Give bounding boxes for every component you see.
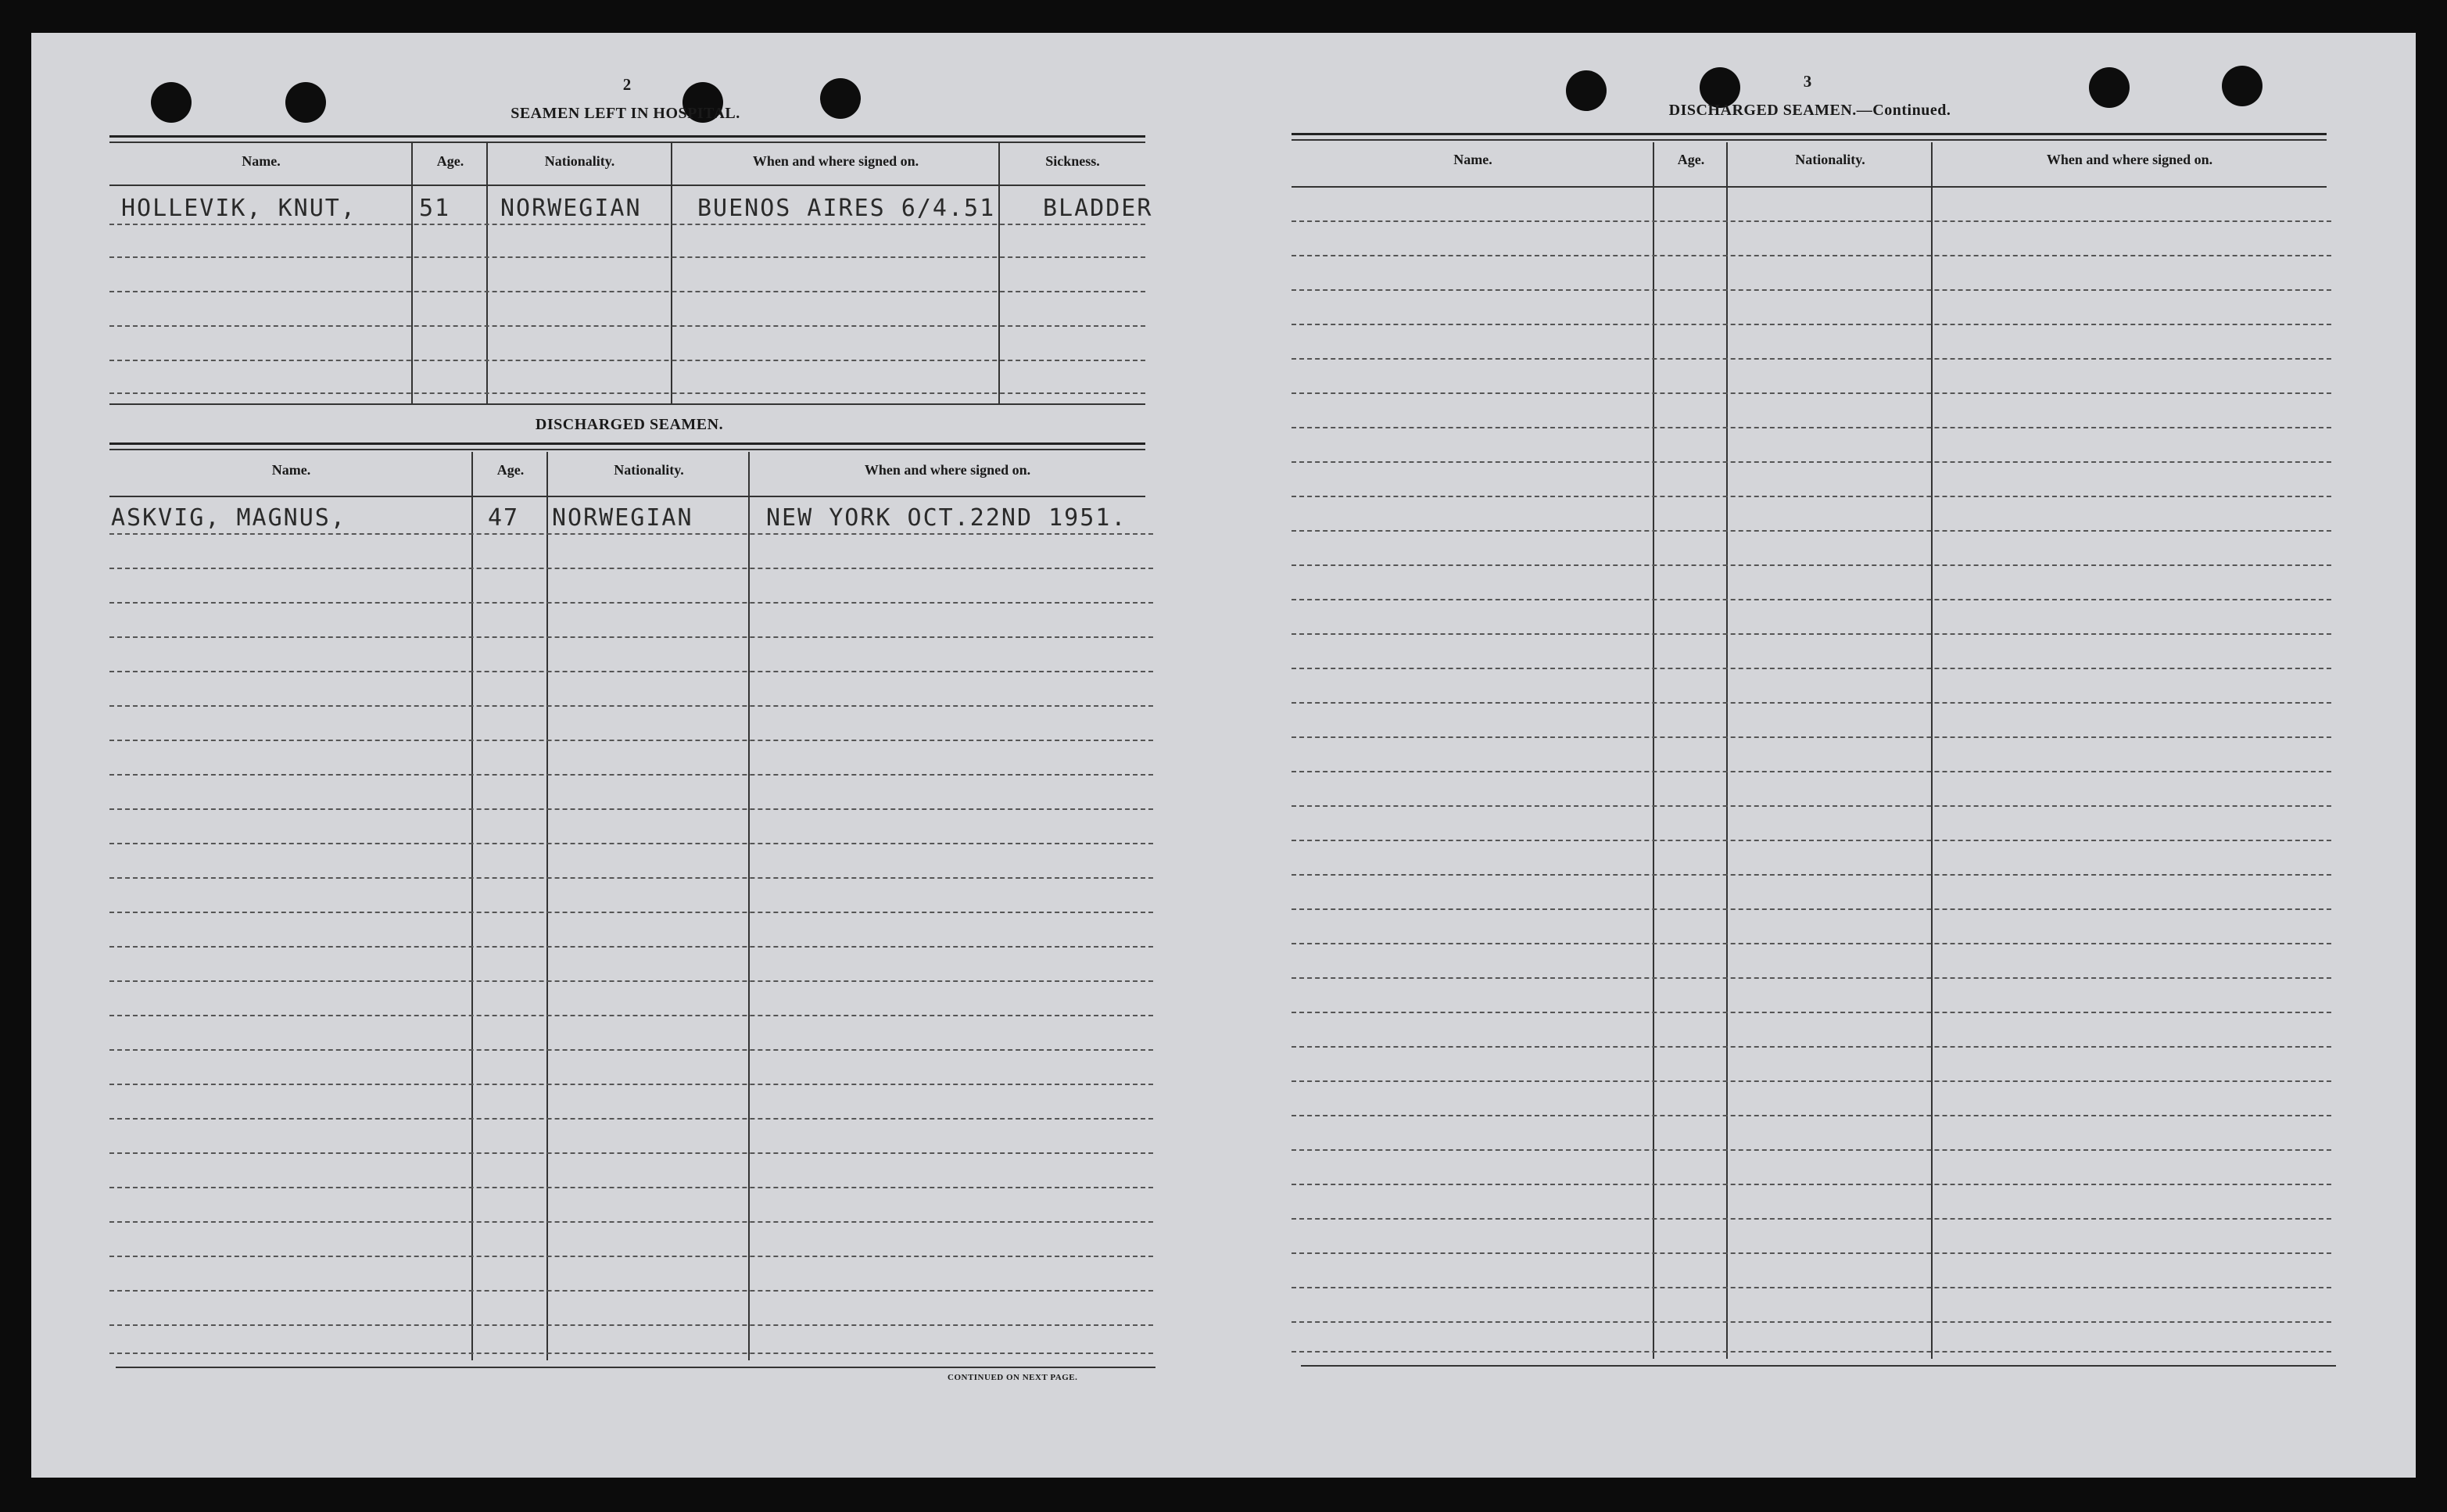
page-number: 3 — [1803, 72, 1812, 91]
discharged-section-title: DISCHARGED SEAMEN. — [535, 416, 724, 433]
page-number: 2 — [622, 75, 632, 94]
punch-hole — [2089, 67, 2130, 108]
entry-line — [109, 325, 1145, 327]
signed-on-place-date: NEW YORK OCT.22ND 1951. — [766, 504, 1127, 532]
column-line — [998, 143, 1000, 403]
entry-line — [109, 946, 1153, 948]
entry-line — [109, 1118, 1153, 1120]
entry-line — [1292, 874, 2331, 876]
entry-line — [1292, 1252, 2331, 1254]
entry-line — [109, 843, 1153, 844]
punch-hole — [2222, 66, 2262, 106]
entry-line — [1292, 427, 2331, 428]
entry-line — [1292, 1046, 2331, 1048]
entry-line — [1292, 736, 2331, 738]
entry-line — [1292, 564, 2331, 566]
divider — [1301, 1365, 2336, 1367]
column-header-age: Age. — [1677, 152, 1705, 167]
entry-line — [109, 291, 1145, 292]
entry-line — [1292, 1012, 2331, 1013]
column-line — [748, 452, 750, 1360]
divider — [116, 1367, 1155, 1368]
divider — [109, 185, 1145, 186]
entry-line — [1292, 943, 2331, 944]
column-header-signed-on: When and where signed on. — [2046, 152, 2213, 167]
divider — [1292, 133, 2327, 135]
entry-line — [109, 1353, 1153, 1354]
punch-hole — [1566, 70, 1607, 111]
sickness: BLADDER — [1043, 195, 1153, 222]
column-header-name: Name. — [242, 153, 281, 169]
entry-line — [109, 1221, 1153, 1223]
ledger-sheet — [31, 33, 2416, 1478]
entry-line — [109, 1256, 1153, 1257]
seaman-age: 51 — [419, 195, 451, 222]
entry-line — [1292, 702, 2331, 704]
entry-line — [109, 568, 1153, 569]
entry-line — [1292, 530, 2331, 532]
divider — [1292, 186, 2327, 188]
seaman-name: HOLLEVIK, KNUT, — [121, 195, 356, 222]
column-line — [471, 452, 473, 1360]
punch-hole — [151, 82, 192, 123]
entry-line — [1292, 668, 2331, 669]
entry-line — [109, 392, 1145, 394]
entry-line — [109, 533, 1153, 535]
seaman-age: 47 — [488, 504, 520, 532]
punch-hole — [285, 82, 326, 123]
entry-line — [109, 360, 1145, 361]
entry-line — [1292, 324, 2331, 325]
column-header-signed-on: When and where signed on. — [864, 462, 1031, 478]
entry-line — [1292, 255, 2331, 256]
entry-line — [109, 1187, 1153, 1188]
entry-line — [1292, 496, 2331, 497]
column-header-age: Age. — [496, 462, 525, 478]
entry-line — [109, 256, 1145, 258]
divider — [1292, 139, 2327, 141]
entry-line — [1292, 771, 2331, 772]
entry-line — [109, 1084, 1153, 1085]
entry-line — [109, 877, 1153, 879]
entry-line — [1292, 289, 2331, 291]
entry-line — [109, 1324, 1153, 1326]
entry-line — [109, 980, 1153, 982]
column-header-nationality: Nationality. — [1795, 152, 1865, 167]
entry-line — [109, 808, 1153, 810]
entry-line — [1292, 1351, 2331, 1353]
column-header-nationality: Nationality. — [544, 153, 615, 169]
entry-line — [109, 602, 1153, 604]
column-header-age: Age. — [436, 153, 464, 169]
entry-line — [1292, 220, 2331, 222]
entry-line — [109, 705, 1153, 707]
entry-line — [109, 912, 1153, 913]
divider — [109, 442, 1145, 445]
column-line — [486, 143, 488, 403]
column-header-signed-on: When and where signed on. — [752, 153, 919, 169]
entry-line — [1292, 977, 2331, 979]
divider — [109, 496, 1145, 497]
entry-line — [1292, 1287, 2331, 1288]
column-header-sickness: Sickness. — [1045, 153, 1100, 169]
divider — [109, 135, 1145, 138]
entry-line — [1292, 908, 2331, 910]
entry-line — [1292, 461, 2331, 463]
column-line — [411, 143, 413, 403]
entry-line — [1292, 840, 2331, 841]
column-header-nationality: Nationality. — [614, 462, 684, 478]
entry-line — [109, 1290, 1153, 1292]
entry-line — [109, 1049, 1153, 1051]
entry-line — [1292, 1321, 2331, 1323]
column-header-name: Name. — [271, 462, 311, 478]
entry-line — [109, 740, 1153, 741]
entry-line — [109, 636, 1153, 638]
entry-line — [109, 671, 1153, 672]
entry-line — [109, 1015, 1153, 1016]
column-line — [671, 143, 672, 403]
entry-line — [109, 774, 1153, 776]
entry-line — [1292, 599, 2331, 600]
entry-line — [109, 1152, 1153, 1154]
seaman-name: ASKVIG, MAGNUS, — [111, 504, 346, 532]
signed-on-place-date: BUENOS AIRES 6/4.51 — [697, 195, 996, 222]
divider — [109, 142, 1145, 143]
seaman-nationality: NORWEGIAN — [500, 195, 642, 222]
column-line — [546, 452, 548, 1360]
divider — [109, 403, 1145, 405]
seaman-nationality: NORWEGIAN — [552, 504, 693, 532]
entry-line — [1292, 1218, 2331, 1220]
discharged-continued-title: DISCHARGED SEAMEN.—Continued. — [1668, 102, 1951, 119]
entry-line — [1292, 392, 2331, 394]
hospital-section-title: SEAMEN LEFT IN HOSPITAL. — [511, 105, 740, 122]
entry-line — [1292, 1080, 2331, 1082]
entry-line — [1292, 358, 2331, 360]
entry-line — [1292, 805, 2331, 807]
entry-line — [1292, 633, 2331, 635]
entry-line — [1292, 1149, 2331, 1151]
column-header-name: Name. — [1453, 152, 1492, 167]
entry-line — [109, 224, 1145, 225]
continued-note: CONTINUED ON NEXT PAGE. — [948, 1373, 1078, 1382]
divider — [109, 449, 1145, 450]
entry-line — [1292, 1115, 2331, 1116]
entry-line — [1292, 1184, 2331, 1185]
